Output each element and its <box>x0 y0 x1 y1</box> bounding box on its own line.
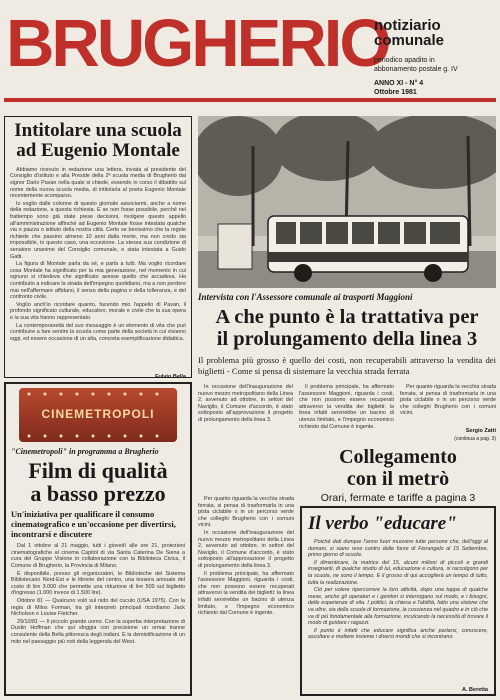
masthead-title: BRUGHERIO <box>6 6 389 81</box>
paragraph: Il dimenticare, la matrice del 15, alcuni milioni di piccoli e grandi insegnanti, di qualche studio di lui, educazione e cultura, si raccolgono per la scuola, ne sono il tempo. E il grosso di qui accoglierà un tempo di tutto, tutta la realizzazione. <box>308 559 488 586</box>
paragraph: Abbiamo ricevuto in redazione una lettera, inviata al presidente del Consiglio d'istituto e alla Preside della 2ª scuola media di Brugherio dal signor Dario Pavan nella quale si chiede, essendo in corso il dibattito sul nome della nuova scuola media, di intitolarla al poeta Eugenio Montale recentemente scomparso. <box>10 166 186 200</box>
article-linea3-continued: (continua a pag. 3) <box>454 436 496 442</box>
cinema-body <box>11 543 185 693</box>
masthead-subtitle-line-2: comunale <box>374 32 445 49</box>
paragraph: Il punto è infatti che educare significa anche parlarsi, conoscere, ascoltare e mettere insieme i diversi mondi che si incontrano. <box>308 627 488 641</box>
bus-photo-image <box>198 116 496 288</box>
paragraph: Il problema principale, ha affermato l'assessore Maggioni, riguarda i costi, che non possono essere recuperati attraverso la vendita dei biglietti: la linea infatti servirebbe un bacino di utenza limitato, e l'impegno economico richiesto dal Comune è ingente. <box>198 570 294 617</box>
headline-line-2: il prolungamento della linea 3 <box>216 328 478 350</box>
article-montale-title-line-2: ad Eugenio Montale <box>16 139 180 161</box>
masthead-rule <box>4 98 496 102</box>
masthead-subtitle <box>374 18 444 48</box>
bus-photo <box>198 116 496 288</box>
metro-title-line-2: con il metrò <box>346 468 450 490</box>
article-linea3-body-right <box>400 384 496 424</box>
article-montale-title <box>10 121 186 161</box>
article-educare-author: A. Beretta <box>462 687 488 693</box>
cinema-title-line-1: Film di qualità <box>28 458 168 483</box>
article-linea3-body-continued <box>198 496 294 696</box>
article-montale-body <box>10 167 186 371</box>
article-montale-title-line-1: Intitolare una scuola <box>14 120 182 141</box>
paragraph: La contemporaneità del suo messaggio è un elemento di vita che può contribuire a fare sentire la scuola come parte della società in cui viviamo oggi, ed essere occasione di un alta, concreta esemplificazione didattica. <box>10 322 186 342</box>
cinemetropoli-sign <box>19 388 177 442</box>
metro-title <box>300 446 496 490</box>
article-montale-author: Fulvio Bella <box>155 373 186 380</box>
paragraph: Il problema principale, ha affermato l'assessore Maggioni, riguarda i costi, che non possono essere recuperati attraverso la vendita dei biglietti: la linea infatti servirebbe un bacino di utenza limitato, e l'impegno economico richiesto dal Comune è ingente. <box>299 384 394 430</box>
article-montale <box>4 116 192 378</box>
masthead-postal <box>374 56 458 74</box>
article-cinema <box>4 382 192 696</box>
headline-line-1: A che punto è la trattativa per <box>215 306 479 328</box>
cinema-deck: Un'iniziativa per qualificare il consumo cinematografico e un'occasione per divertirsi, incontrarsi e discutere <box>11 509 176 540</box>
paragraph: In occasione dell'inaugurazione del nuovo mezzo metropolitano della Linea 2, avvenuto ad ottobre, in settori del Naviglio, il Comune d'accordo, è stato sottoposto all'approvazione il progetto di prolungamento della linea 3. <box>198 529 294 569</box>
article-linea3-author: Sergio Zatti <box>465 428 496 434</box>
paragraph: Io voglio dalle colonne di questo giornale associarmi, anche a nome della redazione, a questa richiesta. E se non fosse possibile, perché nel frattempo sono già state prese decisioni, rivolgere questo appello all'amministrazione affinché ad Eugenio Montale fosse intestata qualche via o piazza o istituto della nostra città. Certo se benissimo che la regole richiede che passino almeno 10 anni dalla morte, ma non credo sia impossibile, in questo caso, una eccezione. La stessa sua condizione di senatore unanime del Consiglio comunale, e stata intestata a Guido Gatti. <box>10 200 186 260</box>
masthead-subtitle-line-1: notiziario <box>374 17 441 34</box>
paragraph: E disponibile, presso gli organizzatori, le Biblioteche del Sistema Bibliotecario Nord-Est e le librerie del centro, una tessera annuale del costo di lire 3.000 che permette una riduzione di lire 500 sul biglietto d'ingresso (1.000 invece di 1.500 lire). <box>11 570 185 597</box>
masthead-issue <box>374 79 423 97</box>
metro-subtitle: Orari, fermate e tariffe a pagina 3 <box>320 492 476 504</box>
article-linea3-headline <box>198 306 496 350</box>
masthead-postal-line-2: abbonamento postale g. IV <box>374 66 458 73</box>
paragraph: Voglio anch'io ricordare quanto, facendo mio l'appello di Pavan, il profondo significato culturale, educativo, morale e civile che la sua opera e la sua vita hanno rappresentato. <box>10 301 186 321</box>
cinema-title-line-2: a basso prezzo <box>30 481 166 507</box>
cinemetropoli-sign-text: CINEMETROPOLI <box>41 407 155 421</box>
masthead-postal-line-1: periodico apadito in <box>374 57 435 64</box>
cinema-kicker: "Cinemetropoli" in programma a Brugherio <box>11 447 159 456</box>
paragraph: Per quanto riguarda la vecchia strada ferrata, si pensa di trasformarla in una pista ciclabile o in un percorso verde che colleghi Brugherio con i comuni vicini. <box>198 496 294 529</box>
metro-title-line-1: Collegamento <box>339 446 457 468</box>
paragraph: Poiché dati dunque l'anno fuori muovere tutte persone che, dell'oggi al domani, si siano rese contro dalle forze di Fiorangelo al 15 Settembre, primo giorno di scuola. <box>308 539 488 559</box>
article-linea3-subhead: Il problema più grosso è quello dei costi, non recuperabili attraverso la vendita dei biglietti - Come si pensa di sistemare la vecchia strada ferrata <box>198 355 496 376</box>
article-educare <box>300 506 496 696</box>
paragraph: Ciò per volere ripercorrere la loro attività, dopo una tappa di qualche mese, anche gli operatori e i genitori si interrogano sul modo, e i bisogni, delle esperienze di vita. I politici, la chiesa e l'abilità, fatto una visione che va oltre, sia della scuola di formazione, la coscienza nel quadro e in ciò che va di più fondamentale alla formazione, inculcando la necessità di trovare il modo di guidare i ragazzi. <box>308 587 488 627</box>
paragraph: Ottobre 81 — Qualcuno volò sul nido del cuculo (USA 1975). Con la regia di Milos Forman, tra gli interpreti principali ricordiamo Jack Nicholson e Louise Fletcher. <box>11 597 185 618</box>
paragraph: Dal 1 ottobre al 21 maggio, tutti i giovedì alle ore 21, proiezioni cinematografiche al cinema Capitol di via Santa Caterina De Siena a cura del Gruppo Visione in collaborazione con la Biblioteca Civica, il Comune di Brugherio, la Provincia di Milano. <box>11 543 185 569</box>
paragraph: Per quanto riguarda la vecchia strada ferrata, si pensa di trasformarla in una pista ciclabile o in un percorso verde che colleghi Brugherio con i comuni vicini. <box>400 384 496 417</box>
issue-date: Ottobre 1981 <box>374 89 417 96</box>
article-educare-title: Il verbo "educare" <box>308 513 457 534</box>
paragraph: In occasione dell'inaugurazione del nuovo mezzo metropolitano della Linea 2, avvenuto ad ottobre, in settori del Naviglio, il Comune d'accordo, è stato sottoposto all'approvazione il progetto di prolungamento della linea 3. <box>198 384 293 423</box>
issue-number: ANNO XI - N° 4 <box>374 80 424 87</box>
paragraph: 29/10/81 — Il piccolo grande uomo. Con la superba interpretazione di Dustin Hoffman che qui sfoggia con precisione un ormai tranne consulente della Bella pittoresca degli indiani. E la demistificazione di un mito nel paesaggio più noti della leggenda del West. <box>11 618 185 645</box>
cinema-title <box>11 459 185 505</box>
article-educare-body <box>308 539 488 683</box>
photo-caption: Intervista con l'Assessore comunale ai trasporti Maggioni <box>198 292 413 302</box>
paragraph: La figura di Montale parla da sé, e parla a tutti. Ma voglio ricordare cosa Montale ha significato per la mia generazione, nel momento in cui ognuno si chiedeva che significato avesse quello che accadeva. Ha contribuito a indicare la strada dell'impegno quotidiano, ma a non perdere mai nell'affermare affidarsi, il senso della pagina e della tolleranza, e del confronto civile. <box>10 261 186 301</box>
